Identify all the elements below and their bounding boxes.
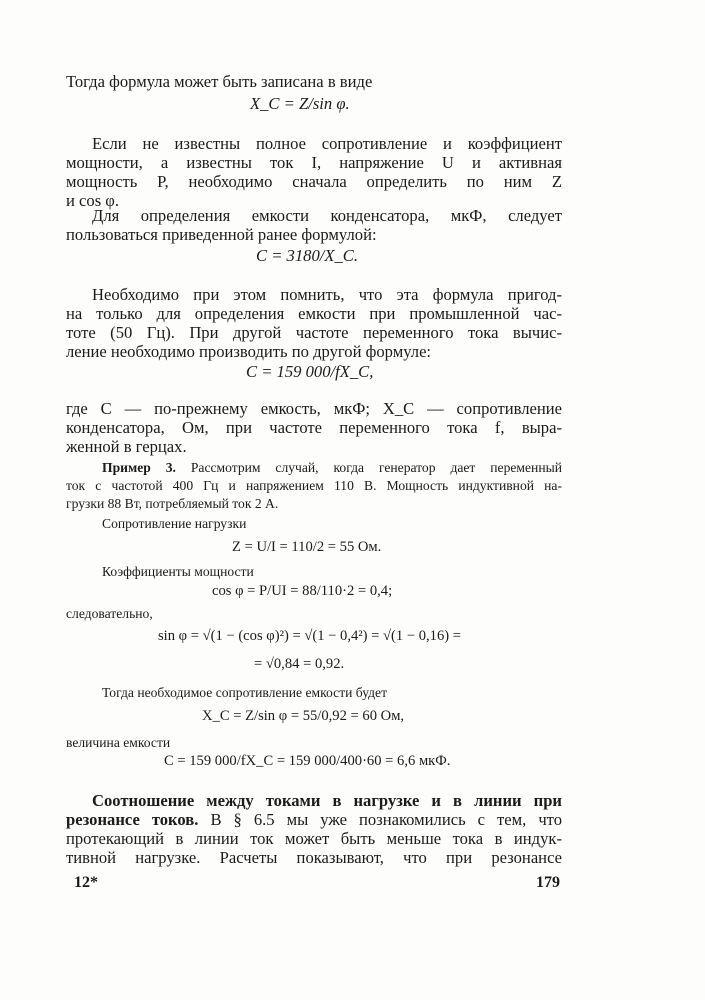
section-heading: Соотношение между токами в нагрузке и в линии при: [92, 791, 562, 810]
section-text-line: протекающий в линии ток может быть меньше тока в индук-: [66, 829, 562, 848]
example-first-line: [102, 459, 562, 476]
formula-cos: cos φ = P/UI = 88/110·2 = 0,4;: [212, 583, 393, 599]
section-text-line: [66, 810, 562, 829]
text-line: Если не известны полное сопротивление и коэффициент: [92, 134, 562, 153]
section-heading-line: [92, 791, 562, 810]
text-line: тоте (50 Гц). При другой частоте переменного тока вычис-: [66, 323, 562, 342]
formula-xc-result: X_C = Z/sin φ = 55/0,92 = 60 Ом,: [202, 708, 405, 724]
text-line: где C — по-прежнему емкость, мкФ; X_C — сопротивление: [66, 399, 562, 418]
text-line: и cos φ.: [66, 191, 120, 210]
text-line: Для определения емкости конденсатора, мкФ, следует: [92, 206, 562, 225]
text-line: конденсатора, Ом, при частоте переменного тока f, выра-: [66, 418, 562, 437]
example-text: Рассмотрим случай, когда генератор дает переменный: [190, 460, 563, 475]
formula-xc-z-sin: X_C = Z/sin φ.: [250, 94, 350, 113]
section-text-line: тивной нагрузке. Расчеты показывают, что при резонансе: [66, 848, 562, 867]
example-line: грузки 88 Вт, потребляемый ток 2 А.: [66, 496, 279, 511]
text-line: пользоваться приведенной ранее формулой:: [66, 225, 377, 244]
page-number: 179: [536, 874, 560, 891]
section-text: В § 6.5 мы уже познакомились с тем, что: [210, 810, 563, 829]
formula-c-159000: C = 159 000/fX_C,: [246, 362, 374, 381]
formula-z: Z = U/I = 110/2 = 55 Ом.: [232, 539, 382, 555]
text-line: мощности, а известны ток I, напряжение U и активная: [66, 153, 562, 172]
example-line: величина емкости: [66, 735, 171, 750]
text-line: мощность P, необходимо сначала определить по ним Z: [66, 172, 562, 191]
text-line: на только для определения емкости при промышленной час-: [66, 304, 562, 323]
example-line: ток с частотой 400 Гц и напряжением 110 В. Мощность индуктивной на-: [66, 478, 562, 493]
signature-mark: 12*: [74, 874, 98, 891]
example-line: Тогда необходимое сопротивление емкости будет: [102, 685, 388, 700]
text-line: Тогда формула может быть записана в виде: [66, 72, 373, 91]
example-line: Коэффициенты мощности: [102, 564, 254, 579]
text-line: Необходимо при этом помнить, что эта формула пригод-: [92, 285, 562, 304]
formula-sin-2: = √0,84 = 0,92.: [254, 656, 345, 672]
example-line: Сопротивление нагрузки: [102, 516, 247, 531]
formula-c-result: C = 159 000/fX_C = 159 000/400·60 = 6,6 мкФ.: [164, 753, 451, 769]
example-heading: Пример 3.: [102, 460, 176, 475]
section-heading-cont: резонансе токов.: [66, 810, 199, 829]
text-line: женной в герцах.: [66, 437, 187, 456]
text-line: ление необходимо производить по другой формуле:: [66, 342, 432, 361]
formula-sin-1: sin φ = √(1 − (cos φ)²) = √(1 − 0,4²) = √(1 − 0,16) =: [158, 628, 461, 644]
formula-c-3180: C = 3180/X_C.: [256, 246, 359, 265]
example-line: следовательно,: [66, 606, 153, 621]
